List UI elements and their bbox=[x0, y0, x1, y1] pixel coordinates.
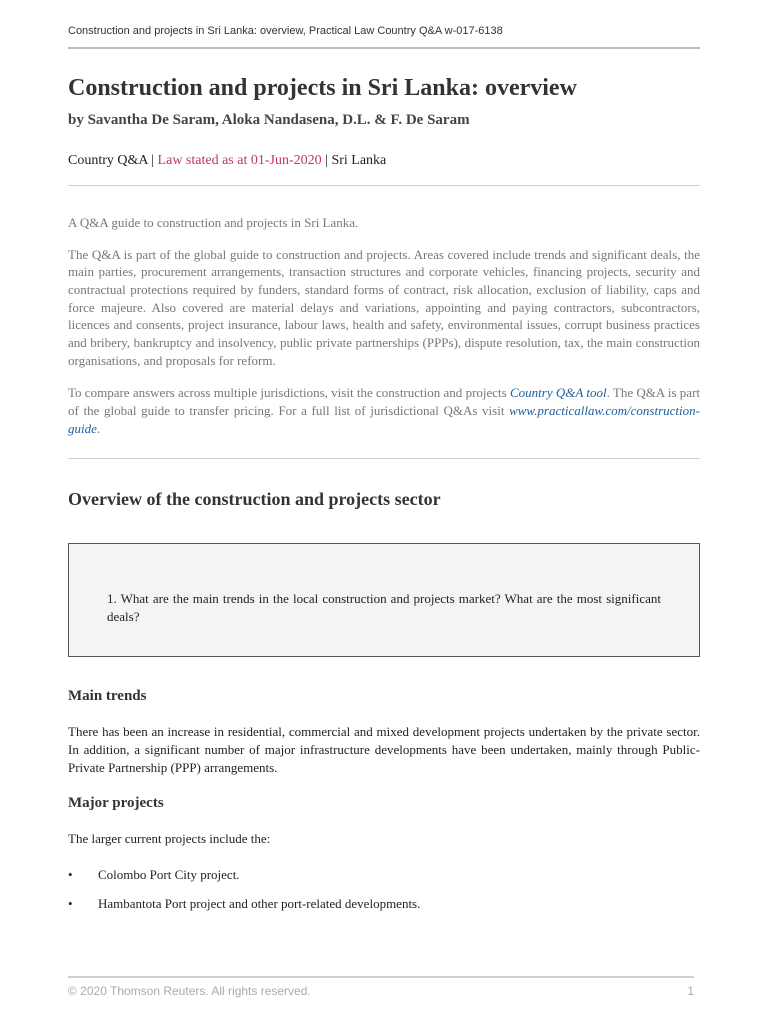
intro-compare-text: To compare answers across multiple jurisdictions, visit the construction and projects bbox=[68, 385, 511, 401]
document-meta bbox=[68, 153, 700, 186]
list-item bbox=[68, 866, 700, 884]
intro-compare bbox=[68, 384, 700, 437]
page-number: 1 bbox=[687, 984, 694, 998]
copyright-notice: © 2020 Thomson Reuters. All rights reserved. bbox=[68, 984, 311, 998]
bullet-icon: • bbox=[68, 895, 73, 911]
list-item-text: Hambantota Port project and other port-related developments. bbox=[98, 895, 421, 911]
question-box bbox=[68, 543, 700, 657]
list-item-text: Colombo Port City project. bbox=[98, 866, 240, 882]
intro-compare-text: . bbox=[96, 420, 101, 436]
bullet-icon: • bbox=[68, 866, 73, 882]
law-stated-date[interactable]: Law stated as at 01-Jun-2020 bbox=[157, 152, 322, 168]
main-trends-text: There has been an increase in residential, commercial and mixed development projects undertaken by the private sector. In addition, a significant number of major infrastructure developments have been undertaken, mainly through Public-Private Partnership (PPP) arrangements. bbox=[68, 723, 700, 775]
jurisdiction: Sri Lanka bbox=[331, 152, 387, 168]
page-footer bbox=[68, 976, 694, 998]
intro-section bbox=[68, 214, 700, 438]
construction-guide-link[interactable]: www.practicallaw.com/construction-guide bbox=[68, 403, 700, 436]
document-page bbox=[68, 0, 700, 924]
section-heading: Overview of the construction and projects sector bbox=[68, 488, 441, 509]
major-projects-heading: Major projects bbox=[68, 794, 164, 811]
meta-separator: | bbox=[321, 152, 332, 168]
document-title: Construction and projects in Sri Lanka: overview bbox=[68, 75, 577, 101]
intro-coverage: The Q&A is part of the global guide to construction and projects. Areas covered include trends and significant deals, the main parties, procurement arrangements, transaction structures and corporate vehicles, financing projects, security and contractual protections required by funders, standard forms of contract, risk allocation, exclusion of liability, caps and force majeure. Also covered are material delays and variations, appointing and paying contractors, subcontractors, licences and consents, project insurance, labour laws, health and safety, environmental issues, corrupt business practices and bribery, bankruptcy and insolvency, public private partnerships (PPPs), dispute resolution, tax, the main construction organisations, and proposals for reform. bbox=[68, 246, 700, 368]
running-header: Construction and projects in Sri Lanka: overview, Practical Law Country Q&A w-017-6138 bbox=[68, 0, 700, 49]
intro-compare-text: . The Q&A is part of the global guide to transfer pricing. For a full list of jurisdictional Q&As visit bbox=[68, 385, 701, 419]
intro-summary: A Q&A guide to construction and projects in Sri Lanka. bbox=[68, 214, 359, 230]
major-projects-intro: The larger current projects include the: bbox=[68, 830, 271, 846]
section-divider bbox=[68, 458, 700, 459]
country-qa-tool-link[interactable]: Country Q&A tool bbox=[510, 385, 607, 401]
resource-type: Country Q&A bbox=[68, 152, 148, 168]
projects-list bbox=[68, 866, 700, 913]
list-item bbox=[68, 895, 700, 913]
question-text: 1. What are the main trends in the local construction and projects market? What are the most significant deals? bbox=[107, 590, 661, 624]
authors-line: by Savantha De Saram, Aloka Nandasena, D.L. & F. De Saram bbox=[68, 111, 470, 128]
main-trends-heading: Main trends bbox=[68, 687, 147, 704]
meta-separator: | bbox=[147, 152, 158, 168]
